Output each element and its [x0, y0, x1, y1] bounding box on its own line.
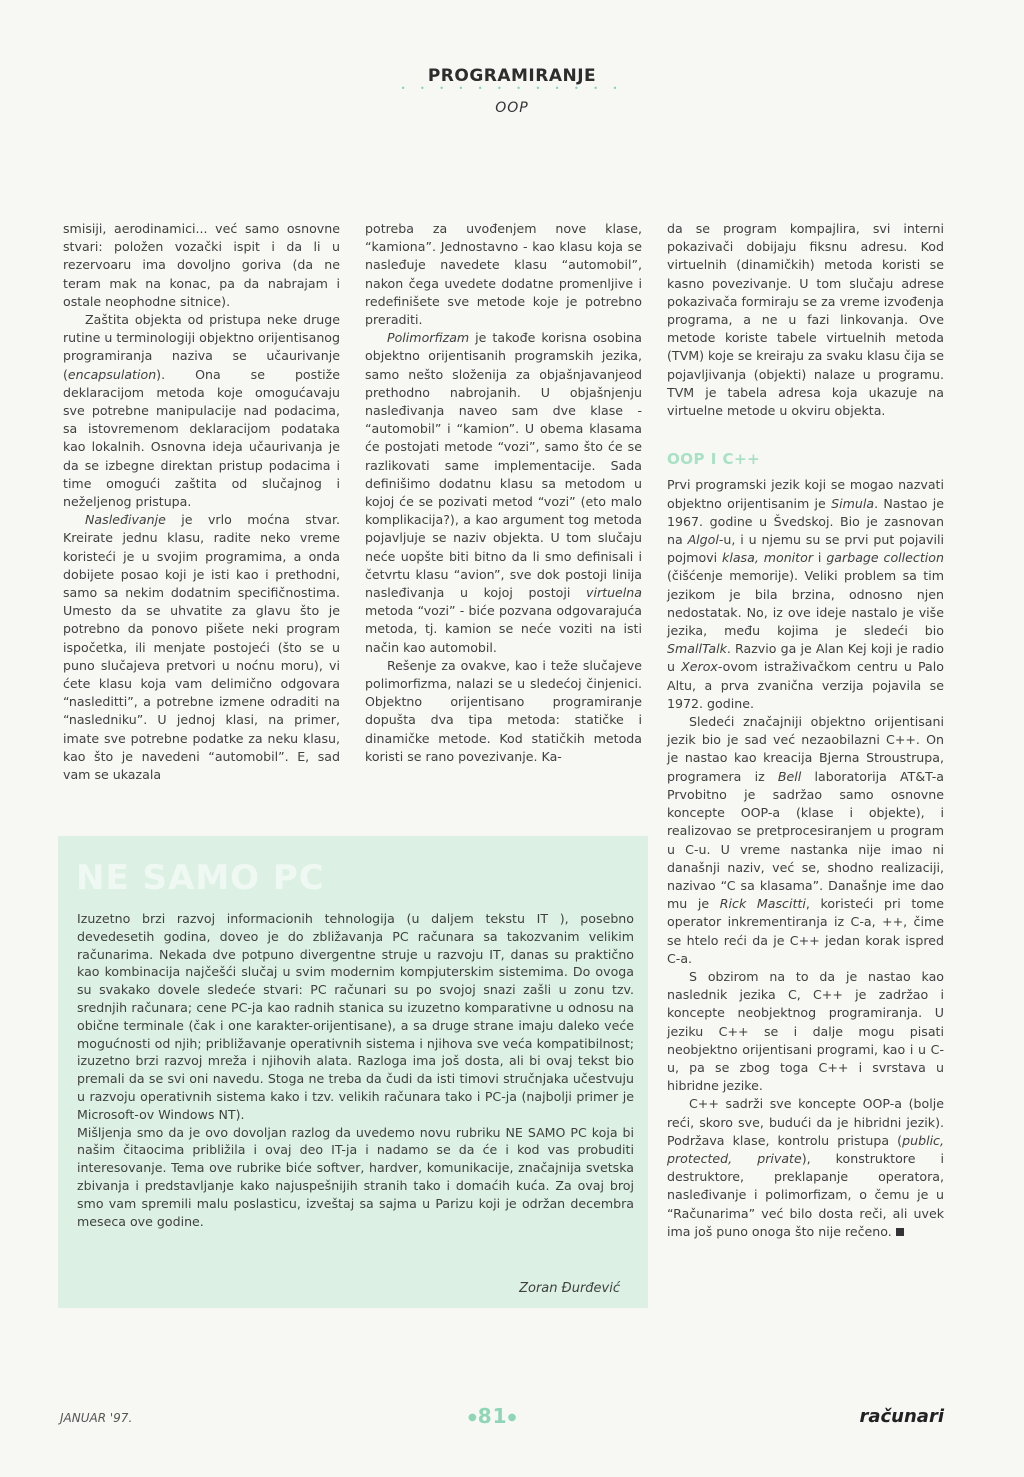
box-author: Zoran Đurđević	[519, 1281, 620, 1296]
footer-magazine-name: računari	[859, 1406, 944, 1427]
paragraph: smisiji, aerodinamici... već samo osnovne stvari: položen vozački ispit i da li u rezervoaru ima dovoljno goriva (da ne teram mak na konac, pa da nabrajam i ostale neophodne sitnice).	[63, 221, 340, 309]
section-dots: • • • • • • • • • • • •	[400, 84, 624, 93]
paragraph: Mišljenja smo da je ovo dovoljan razlog da uvedemo novu rubriku NE SAMO PC koja bi našim čitaocima približila i ovaj deo IT-ja i nadamo se da će i kod vas probuditi interesovanje. Tema ove rubrike biće softver, hardver, komunikacije, značajnija svetska zbivanja i predstavljanje kako najuspešnijih stranih tako i domaćih kuća. Za ovaj broj smo vam spremili malu poslasticu, izveštaj sa sajma u Parizu koji je održan decembra meseca ove godine.	[77, 1124, 634, 1229]
paragraph: potreba za uvođenjem nove klase, “kamiona”. Jednostavno - kao klasu koja se nasleđuje navedete klasu “automobil”, nakon čega uvedete dodatne promenljive i redefinišete sve metode koje je potrebno preraditi.	[365, 221, 642, 328]
subheading-oop-cpp: OOP I C++	[667, 450, 761, 469]
paragraph: Zaštita objekta od pristupa neke druge rutine u terminologiji objektno orijentisanog programiranja naziva se učaurivanje (encapsulation). Ona se postiže deklaracijom metoda koje omogućavaju sve potrebne manipulacije nad podacima, sa istovremenom deklaracijom podataka kao lokalnih. Osnovna ideja učaurivanja je da se izbegne direktan pristup podacima i time omogući zaštita od slučajnog i neželjenog pristupa.	[63, 312, 340, 510]
article-column-2	[365, 220, 642, 766]
sidebar-box-ne-samo-pc	[58, 836, 648, 1308]
page-header	[0, 66, 1024, 116]
paragraph: Prvi programski jezik koji se mogao nazvati objektno orijentisanim je Simula. Nastao je 1967. godine u Švedskoj. Bio je zasnovan na Algol-u, i u njemu su se prvi put pojavili pojmovi klasa, monitor i garbage collection (čišćenje memorije). Veliki problem sa tim jezikom je bila brzina, odnosno njen nedostatak. No, iz ove ideje nastalo je više jezika, među kojima je sledeći bio SmallTalk. Razvio ga je Alan Kej koji je radio u Xerox-ovom istraživačkom centru u Palo Altu, a prva zvanična verzija pojavila se 1972. godine.	[667, 477, 944, 711]
section-title: PROGRAMIRANJE	[427, 66, 597, 86]
box-text	[77, 910, 634, 1230]
article-column-1	[63, 220, 340, 784]
paragraph: Rešenje za ovakve, kao i teže slučajeve polimorfizma, nalazi se u sledećoj činjenici. Objektno orijentisano programiranje dopušta dva tipa metoda: statičke i dinamičke metode. Kod statičkih metoda koristi se rano povezivanje. Ka-	[365, 657, 642, 764]
paragraph: da se program kompajlira, svi interni pokazivači dobijaju fiksnu adresu. Kod virtuelnih (dinamičkih) metoda koristi se kasno povezivanje. U tom slučaju adrese pokazivača formiraju se za vreme izvođenja programa, a ne u fazi linkovanja. Ove metode koriste tabele virtuelnih metoda (TVM) koje se kreiraju za svaku klasu čija se pojavljivanja (objekti) nalaze u programu. TVM je tabela adresa koja ukazuje na virtuelne metode u okviru objekta.	[667, 221, 944, 419]
paragraph: Polimorfizam je takođe korisna osobina objektno orijentisanih programskih jezika, samo nešto složenija za objašnjavanjeod prethodno nabrojanih. U objašnjenju nasleđivanja naveo sam dve klase - “automobil” i “kamion”. U obema klasama će postojati metode “vozi”, samo što će se razlikovati same implementacije. Sada definišimo dodatnu klasu sa metodom u kojoj će se pozivati metod “vozi” (eto malo komplikacija?), a kao argument tog metoda pojavljuje se naziv objekta. U tom slučaju neće uopšte biti bitno da li smo definisali i četvrtu klasu “avion”, sve dok postoji linija nasleđivanja u kojoj postoji virtuelna metoda “vozi” - biće pozvana odgovarajuća metoda, tj. kamion se neće voziti na isti način kao automobil.	[365, 330, 642, 655]
paragraph: Sledeći značajniji objektno orijentisani jezik bio je sad već nezaobilazni C++. On je nastao kao kreacija Bjerna Stroustrupa, programera iz Bell laboratorija AT&T-a Prvobitno je sadržao samo osnovne koncepte OOP-a (klase i objekte), i realizovao se pretprocesiranjem u program u C-u. U vreme nastanka nije imao ni današnji naziv, već se, shodno realizaciji, nazivao “C sa klasama”. Današnje ime dao mu je Rick Mascitti, koristeći pri tome operator inkrementiranja iz C-a, ++, čime se htelo reći da je C++ jedan korak ispred C-a.	[667, 714, 944, 966]
section-subtitle: OOP	[495, 100, 529, 116]
box-title: NE SAMO PC	[76, 858, 325, 898]
footer-date: JANUAR '97.	[60, 1411, 133, 1425]
paragraph: S obzirom na to da je nastao kao naslednik jezika C, C++ je zadržao i koncepte neobjektnog programiranja. U jeziku C++ se i dalje mogu pisati neobjektno orijentisani programi, kao i u C-u, pa se zbog toga C++ i svrstava u hibridne jezike.	[667, 968, 944, 1094]
paragraph: C++ sadrži sve koncepte OOP-a (bolje reći, skoro sve, budući da je hibridni jezik). Podržava klase, kontrolu pristupa (public, protected, private), konstruktore i destruktore, preklapanje operatora, nasleđivanje i polimorfizam, o čemu je u “Računarima” već bilo dosta reči, ali uvek ima još puno onoga što nije rečeno.	[667, 1096, 944, 1239]
paragraph: Izuzetno brzi razvoj informacionih tehnologija (u daljem tekstu IT ), posebno devedesetih godina, doveo je do zbližavanja PC računara sa takozvanim velikim računarima. Nekada dve potpuno divergentne struje u razvoju IT, danas su praktično kao kombinacija najčešći slučaj u svim modernim kompjuterskim sistemima. Do ovoga su svakako dovele sledeće stvari: PC računari su po svojoj snazi zašli u zonu tzv. srednjih računara; cene PC-ja kao radnih stanica su izuzetno komparativne u odnosu na obične terminale (čak i one karakter-orijentisane), a sa druge strane imaju daleko veće mogućnosti od njih; približavanje operativnih sistema i njihova sve veća kompatibilnost; izuzetno brzi razvoj mreža i njihovih alata. Razloga ima još dosta, ali bi ovaj tekst bio premali da se svi oni navedu. Stoga ne treba da čudi da isti timovi stručnjaka učestvuju u razvoju operativnih sistema kako i tzv. velikih računara tako i PC-ja (najbolji primer je Microsoft-ov Windows NT).	[77, 911, 634, 1122]
footer-page-number: ●81●	[468, 1404, 518, 1428]
article-column-3	[667, 220, 944, 1241]
paragraph: Nasleđivanje je vrlo moćna stvar. Kreirate jednu klasu, radite neko vreme koristeći je u svojim programima, a onda dobijete posao koji je isti kao i prethodni, samo sa nekim dodatnim specifičnostima. Umesto da se uhvatite za glavu što je potrebno da ponovo pišete neki program ispočetka, ili menjate postojeći (što se u puno slučajeva pretvori u noćnu moru), vi ćete klasu koja vam delimično odgovara “nasleditti”, a potrebne izmene odraditi na “nasledniku”. U jednoj klasi, na primer, imate sve potrebne podatke za neku klasu, kao što je navedeni “automobil”. E, sad vam se ukazala	[63, 512, 340, 783]
end-mark	[896, 1228, 904, 1236]
